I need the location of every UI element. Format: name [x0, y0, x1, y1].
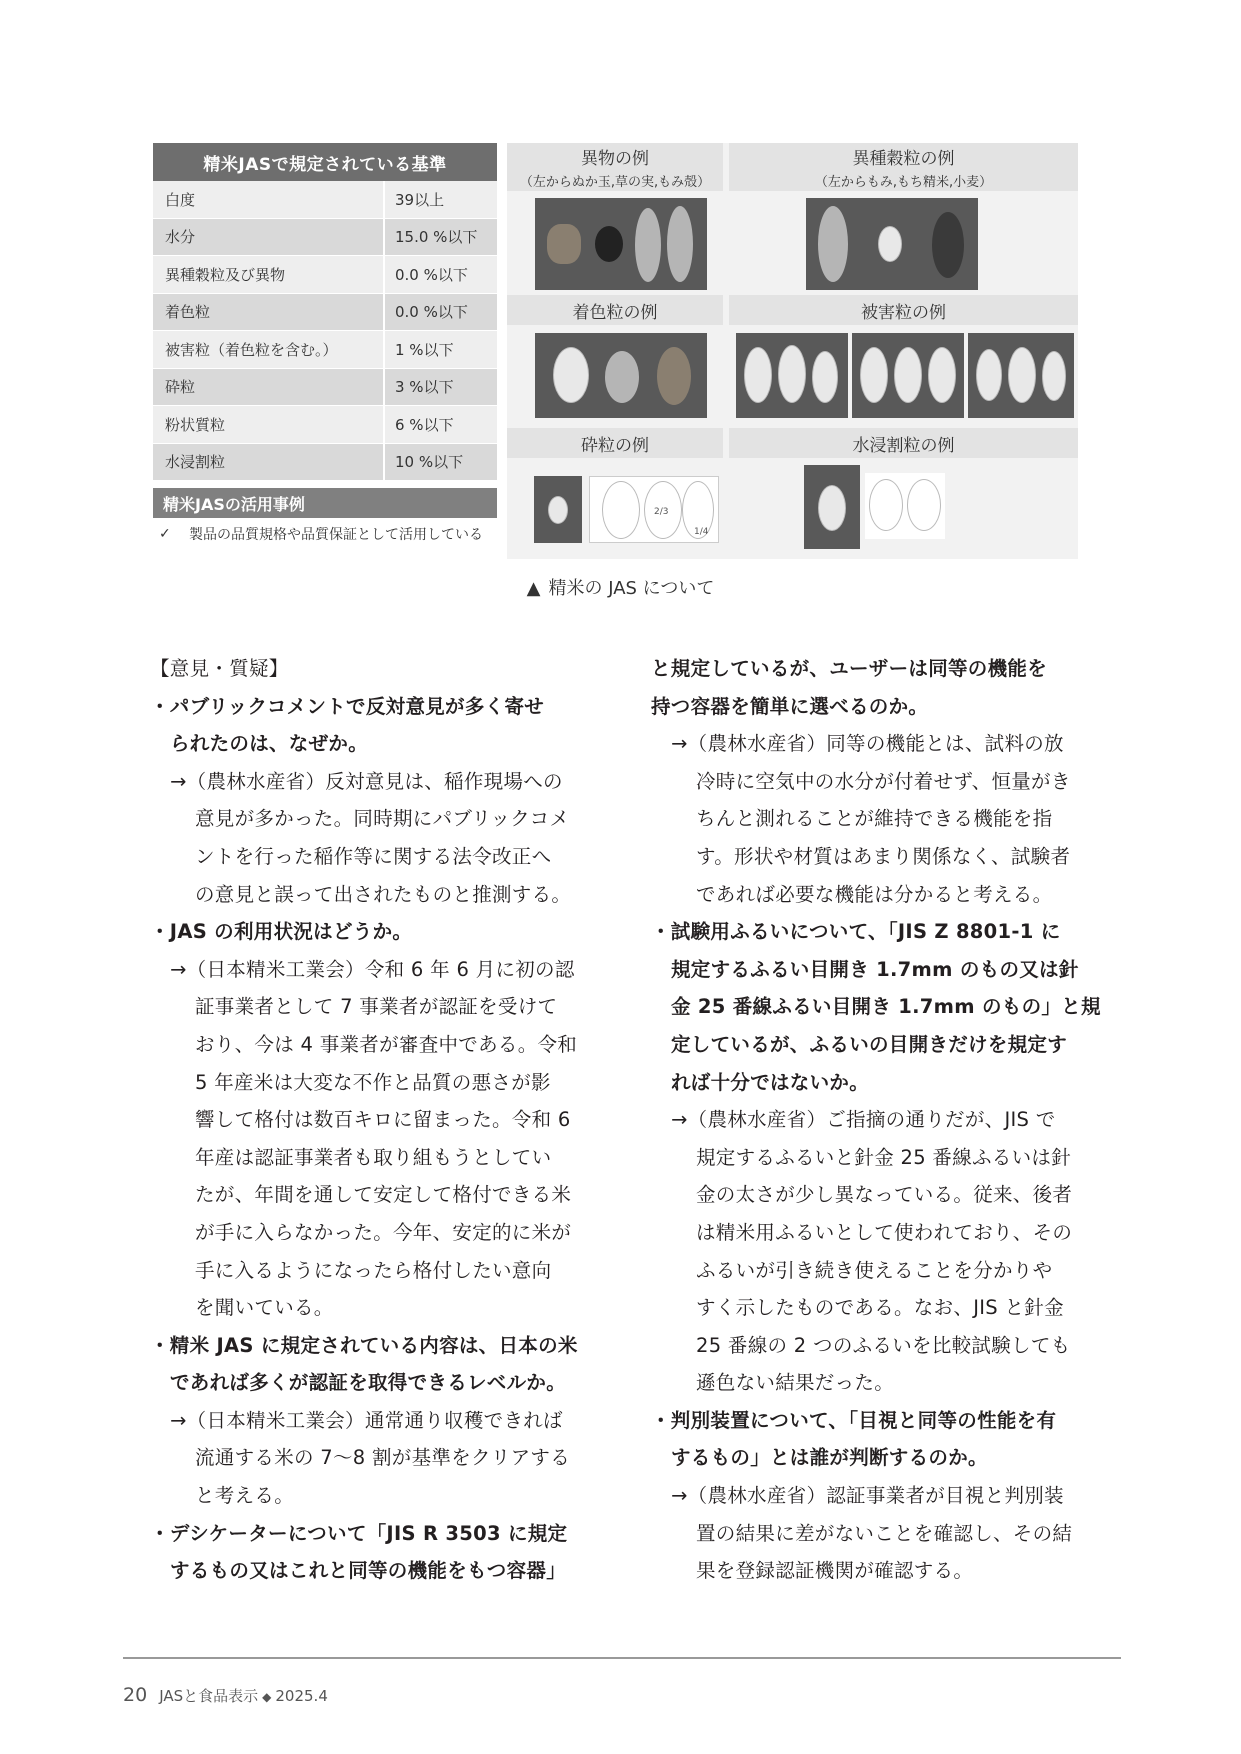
text-line: 【意見・質疑】 [150, 657, 289, 680]
text-line: られたのは、なぜか。 [170, 732, 369, 756]
foreign-matter-title: 異物の例 [581, 149, 649, 169]
check-icon: ✓ [159, 526, 171, 542]
standards-table-row [153, 219, 497, 257]
text-line: を聞いている。 [195, 1296, 334, 1320]
text-line: の意見と誤って出されたものと推測する。 [195, 882, 572, 906]
footer-divider [123, 1657, 1121, 1659]
page-footer [123, 1684, 328, 1706]
standard-value: 0.0 %以下 [385, 294, 497, 331]
issue-date: 2025.4 [275, 1687, 328, 1705]
rice-grain-icon [605, 351, 639, 403]
standards-table-body [153, 181, 497, 481]
left-text-column [150, 650, 605, 1590]
standard-item: 被害粒（着色粒を含む。） [153, 331, 385, 368]
rice-outline-icon [869, 479, 903, 531]
text-line: 5 年産米は大変な不作と品質の悪さが影 [195, 1070, 551, 1094]
text-line: するもの又はこれと同等の機能をもつ容器」 [170, 1559, 567, 1583]
other-grain-subtitle: （左からもみ,もち精米,小麦） [814, 175, 993, 190]
rice-grain-icon [860, 347, 888, 403]
text-line: 金の太さが少し異なっている。従来、後者 [696, 1183, 1073, 1207]
text-line: 規定するふるいと針金 25 番線ふるいは針 [696, 1145, 1072, 1169]
foreign-matter-photo [535, 198, 707, 290]
standard-value: 10 %以下 [385, 444, 497, 481]
colored-grain-photo [535, 333, 707, 418]
standards-table-row [153, 369, 497, 407]
text-line: →（日本精米工業会）通常通り収穫できれば [170, 1408, 563, 1432]
standards-table-row [153, 444, 497, 482]
foreign-matter-header [507, 143, 723, 191]
text-line: 冷時に空気中の水分が付着せず、恒量がき [696, 769, 1071, 793]
text-line: するもの」とは誰が判断するのか。 [671, 1446, 988, 1470]
standard-item: 異種穀粒及び異物 [153, 256, 385, 293]
standards-table-row [153, 294, 497, 332]
text-line: 置の結果に差がないことを確認し、その結 [696, 1521, 1073, 1545]
text-line: 手に入るようになったら格付したい意向 [195, 1258, 552, 1282]
usage-examples-header: 精米JASの活用事例 [153, 488, 497, 518]
rice-outline-icon [602, 481, 640, 539]
broken-grain-diagram [589, 476, 719, 543]
weed-seed-icon [595, 226, 623, 262]
rice-grain-icon [818, 485, 846, 531]
broken-grain-title: 砕粒の例 [581, 435, 649, 456]
text-line: すく示したものである。なお、JIS と針金 [696, 1296, 1064, 1320]
text-line: す。形状や材質はあまり関係なく、試験者 [696, 844, 1071, 868]
text-line: 意見が多かった。同時期にパブリックコメ [195, 807, 570, 831]
text-line: であれば必要な機能は分かると考える。 [696, 882, 1053, 906]
rice-grain-icon [548, 496, 568, 524]
text-line: 年産は認証事業者も取り組もうとしてい [195, 1145, 552, 1169]
rice-grain-icon [553, 347, 589, 403]
standards-table-row [153, 331, 497, 369]
other-grain-header [729, 143, 1078, 191]
standards-table-row [153, 256, 497, 294]
text-line: 遜色ない結果だった。 [696, 1371, 895, 1395]
fraction-label: 2/3 [654, 507, 669, 517]
figure-caption-text: 精米の JAS について [548, 578, 715, 599]
fraction-label: 1/4 [694, 527, 709, 537]
usage-example-text: 製品の品質規格や品質保証として活用している [189, 527, 483, 543]
figure-caption [0, 574, 1241, 600]
standard-value: 15.0 %以下 [385, 219, 497, 256]
right-text-column [651, 650, 1106, 1590]
text-line: 規定するふるい目開き 1.7mm のもの又は針 [671, 957, 1079, 981]
text-line: であれば多くが認証を取得できるレベルか。 [170, 1371, 567, 1395]
text-line: ふるいが引き続き使えることを分かりや [696, 1258, 1053, 1282]
standard-value: 3 %以下 [385, 369, 497, 406]
diamond-icon: ◆ [262, 1690, 272, 1704]
damaged-grain-title: 被害粒の例 [861, 302, 946, 323]
cracked-grain-header [729, 428, 1078, 458]
standard-value: 6 %以下 [385, 406, 497, 443]
text-line: ・試験用ふるいについて、「JIS Z 8801-1 に [651, 920, 1061, 944]
text-line: おり、今は 4 事業者が審査中である。令和 [195, 1032, 578, 1056]
standards-table-header: 精米JASで規定されている基準 [153, 143, 497, 181]
text-line: 定しているが、ふるいの目開きだけを規定す [671, 1032, 1068, 1056]
rice-sample-panel [507, 143, 1078, 559]
standard-item: 水浸割粒 [153, 444, 385, 481]
rice-grain-icon [812, 351, 838, 403]
standard-value: 1 %以下 [385, 331, 497, 368]
text-line: ・パブリックコメントで反対意見が多く寄せ [150, 694, 545, 718]
husk-icon [635, 208, 661, 282]
other-grain-title: 異種穀粒の例 [852, 149, 955, 169]
text-line: 果を登録認証機関が確認する。 [696, 1559, 974, 1583]
text-line: と規定しているが、ユーザーは同等の機能を [651, 657, 1048, 680]
cracked-grain-title: 水浸割粒の例 [852, 435, 955, 456]
rice-grain-icon [657, 347, 691, 405]
text-line: 流通する米の 7～8 割が基準をクリアする [195, 1446, 571, 1470]
colored-grain-header [507, 295, 723, 325]
cracked-grain-photo [804, 465, 860, 549]
text-line: れば十分ではないか。 [671, 1070, 870, 1094]
damaged-grain-photo-2 [852, 333, 964, 418]
colored-grain-title: 着色粒の例 [572, 302, 658, 323]
rice-grain-icon [894, 347, 922, 403]
standard-item: 水分 [153, 219, 385, 256]
standard-item: 白度 [153, 181, 385, 218]
text-line: →（農林水産省）ご指摘の通りだが、JIS で [671, 1108, 1056, 1132]
rice-grain-icon [976, 349, 1002, 401]
text-line: →（日本精米工業会）令和 6 年 6 月に初の認 [170, 957, 575, 981]
paddy-icon [818, 206, 848, 282]
text-line: ・JAS の利用状況はどうか。 [150, 920, 413, 944]
text-line: ・デシケーターについて「JIS R 3503 に規定 [150, 1521, 568, 1545]
text-line: が手に入らなかった。今年、安定的に米が [195, 1220, 572, 1244]
standards-table [153, 143, 497, 550]
damaged-grain-header [729, 295, 1078, 325]
page-number: 20 [123, 1684, 148, 1706]
text-line: →（農林水産省）反対意見は、稲作現場への [170, 769, 563, 793]
rice-grain-icon [778, 345, 806, 403]
text-line: ントを行った稲作等に関する法令改正へ [195, 844, 552, 868]
standard-value: 39以上 [385, 181, 497, 218]
text-line: ・判別装置について、「目視と同等の性能を有 [651, 1408, 1057, 1432]
broken-grain-photo [534, 476, 582, 543]
publication-name: JASと食品表示 [159, 1687, 259, 1705]
damaged-grain-photo-3 [968, 333, 1074, 418]
text-line: と考える。 [195, 1484, 295, 1508]
other-grain-photo [806, 198, 978, 290]
standard-item: 着色粒 [153, 294, 385, 331]
text-line: →（農林水産省）同等の機能とは、試料の放 [671, 732, 1064, 756]
rice-outline-icon [907, 479, 941, 531]
wheat-icon [932, 212, 964, 278]
text-line: 響して格付は数百キロに留まった。令和 6 [195, 1108, 571, 1132]
text-line: ・精米 JAS に規定されている内容は、日本の米 [150, 1333, 578, 1357]
text-line: 金 25 番線ふるい目開き 1.7mm のもの」と規 [671, 995, 1101, 1019]
broken-grain-header [507, 428, 723, 458]
rice-grain-icon [1008, 347, 1036, 403]
standards-table-row [153, 181, 497, 219]
text-line: ちんと測れることが維持できる機能を指 [696, 807, 1053, 831]
text-line: 持つ容器を簡単に選べるのか。 [651, 694, 929, 718]
text-line: 25 番線の 2 つのふるいを比較試験しても [696, 1333, 1071, 1357]
text-line: →（農林水産省）認証事業者が目視と判別装 [671, 1484, 1064, 1508]
rice-grain-icon [928, 347, 956, 403]
foreign-matter-subtitle: （左からぬか玉,草の実,もみ殻） [519, 175, 711, 190]
standard-value: 0.0 %以下 [385, 256, 497, 293]
glutinous-rice-icon [878, 226, 902, 262]
text-line: は精米用ふるいとして使われており、その [696, 1220, 1073, 1244]
triangle-icon: ▲ [526, 578, 541, 599]
standards-table-row [153, 406, 497, 444]
text-line: たが、年間を通して安定して格付できる米 [195, 1183, 572, 1207]
bran-ball-icon [547, 224, 581, 264]
damaged-grain-photo-1 [736, 333, 848, 418]
cracked-grain-diagram [865, 473, 945, 539]
standard-item: 粉状質粒 [153, 406, 385, 443]
rice-grain-icon [744, 347, 772, 403]
standard-item: 砕粒 [153, 369, 385, 406]
rice-grain-icon [1042, 351, 1066, 401]
usage-example-item [153, 518, 497, 550]
text-line: 証事業者として 7 事業者が認証を受けて [195, 995, 558, 1019]
husk-icon [667, 206, 693, 282]
